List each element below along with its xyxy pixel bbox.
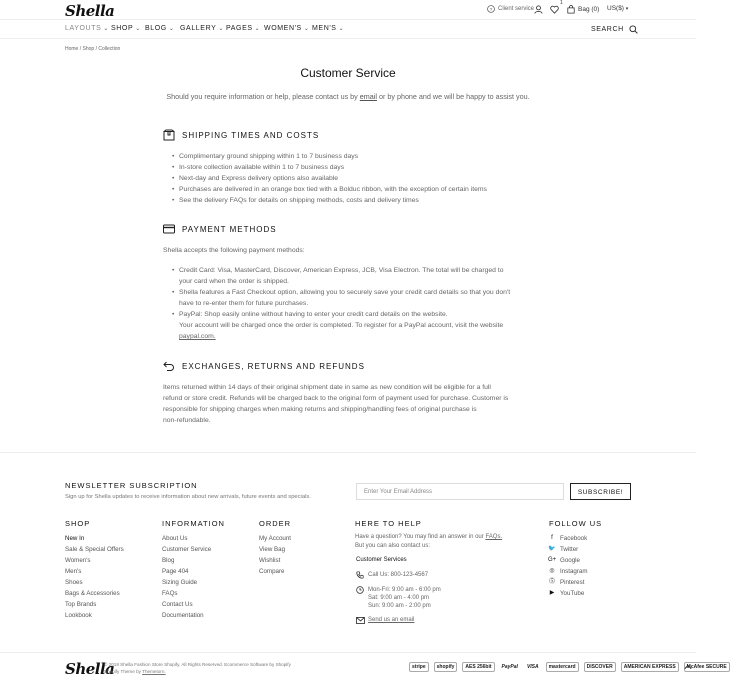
social-label: Twitter xyxy=(560,546,579,553)
page-intro xyxy=(0,92,696,101)
top-bar xyxy=(0,0,696,20)
wishlist-count-badge: 1 xyxy=(560,0,563,6)
footer-link[interactable]: Top Brands xyxy=(65,601,97,608)
payment-item2-line2: have to re-enter them for future purchases. xyxy=(179,300,309,307)
instagram-icon: ◎ xyxy=(549,568,555,574)
credit-card-icon xyxy=(163,224,175,234)
exchanges-line: Items returned within 14 days of their original shipment date in same as new condition will be eligible for a full xyxy=(163,384,491,391)
list-item xyxy=(179,309,510,342)
chevron-down-icon: ⌄ xyxy=(135,26,141,32)
payment-item3-line1: PayPal: Shop easily online without having to enter your credit card details on the website. xyxy=(179,311,448,318)
chevron-down-icon: ⌄ xyxy=(168,26,175,32)
footer-help-text xyxy=(355,533,520,550)
bottom-bar xyxy=(0,652,727,682)
list-item: • Complimentary ground shipping within 1 to 7 business days xyxy=(179,151,487,162)
amex-badge: AMERICAN EXPRESS xyxy=(621,662,679,672)
client-service-link[interactable] xyxy=(487,5,534,13)
nav-label: WOMEN'S xyxy=(264,25,302,32)
social-pinterest[interactable] xyxy=(548,577,588,588)
list-item: • Next-day and Express delivery options also available xyxy=(179,173,487,184)
nav-item-shop[interactable] xyxy=(111,25,141,32)
intro-text-a: Should you require information or help, please contact us by xyxy=(166,92,358,101)
facebook-icon: f xyxy=(551,535,553,541)
nav-item-gallery[interactable] xyxy=(180,25,224,32)
google-plus-icon: G+ xyxy=(548,557,557,563)
nav-label: GALLERY xyxy=(180,25,217,32)
visa-badge: VISA xyxy=(526,664,539,670)
chevron-down-icon: ⌄ xyxy=(103,26,109,32)
list-item xyxy=(179,287,510,309)
footer-link[interactable]: FAQs xyxy=(162,590,178,597)
nav-label: SHOP xyxy=(111,25,134,32)
exchanges-line: non-refundable. xyxy=(163,417,211,424)
exchanges-heading xyxy=(163,360,365,372)
nav-item-blog[interactable] xyxy=(145,25,175,32)
list-item xyxy=(179,265,510,287)
social-label: Instagram xyxy=(560,568,588,575)
nav-item-womens[interactable] xyxy=(264,25,309,32)
paypal-link[interactable]: paypal.com. xyxy=(179,333,216,340)
footer-link[interactable]: Women's xyxy=(65,557,91,564)
chevron-down-icon: ⌄ xyxy=(338,26,345,32)
mastercard-badge: mastercard xyxy=(546,662,579,672)
social-google[interactable] xyxy=(548,555,588,566)
social-youtube[interactable] xyxy=(548,588,588,599)
svg-text:?: ? xyxy=(489,7,493,13)
footer-link[interactable]: Lookbook xyxy=(65,612,92,619)
nav-label: MEN'S xyxy=(312,25,337,32)
footer-follow-list xyxy=(548,533,588,599)
client-service-label: Client service xyxy=(498,6,535,12)
theme-text: Shopify Theme by xyxy=(104,669,141,674)
newsletter-subtitle: Sign up for Shella updates to receive information about new arrivals, future events and specials. xyxy=(65,494,311,500)
account-icon[interactable] xyxy=(534,5,543,14)
footer-link[interactable]: Shoes xyxy=(65,579,83,586)
payment-item1-line2: your card when the order is shipped. xyxy=(179,278,289,285)
chevron-down-icon: ▾ xyxy=(625,6,629,12)
social-label: Google xyxy=(560,557,580,564)
nav-label: BLOG xyxy=(145,25,167,32)
footer-follow-title: FOLLOW US xyxy=(549,519,603,528)
nav-label: LAYOUTS xyxy=(65,25,102,32)
footer-link[interactable]: Page 404 xyxy=(162,568,189,575)
help-text-b: But you can also contact us: xyxy=(355,542,431,549)
footer-logo[interactable]: Shella xyxy=(65,660,115,678)
footer-link[interactable]: Wishlist xyxy=(259,557,281,564)
footer-link[interactable]: Compare xyxy=(259,568,285,575)
footer-order-list xyxy=(259,533,291,577)
page-title: Customer Service xyxy=(300,66,396,80)
clock-icon xyxy=(356,586,364,594)
currency-label: US($) xyxy=(607,5,624,12)
search-label: SEARCH xyxy=(591,26,624,33)
copyright-text: © 2018 Shella Fashion Store Shopify. All Rights Reserved. Ecommerce Software by Shopify xyxy=(104,662,291,667)
chevron-down-icon: ⌄ xyxy=(218,26,225,32)
payment-item3-line2: Your account will be charged once the order is completed. To register for a PayPal account, visit the website xyxy=(179,322,504,329)
payment-list xyxy=(179,265,510,342)
shopping-bag-icon xyxy=(567,5,575,14)
exchanges-heading-label: EXCHANGES, RETURNS AND REFUNDS xyxy=(182,361,365,371)
return-arrow-icon xyxy=(163,360,175,372)
footer-shop-list xyxy=(65,533,124,621)
search-button[interactable] xyxy=(591,25,638,34)
social-instagram[interactable] xyxy=(548,566,588,577)
hours-line: Sun: 9:00 am - 2:00 pm xyxy=(368,603,431,609)
shopify-badge: shopify xyxy=(434,662,458,672)
box-icon xyxy=(163,129,175,141)
mail-icon xyxy=(356,617,365,624)
list-item: • Purchases are delivered in an orange box tied with a Bolduc ribbon, with the exception of certain items xyxy=(179,184,487,195)
breadcrumb: Home / Shop / Collection xyxy=(65,46,121,52)
newsletter-title: NEWSLETTER SUBSCRIPTION xyxy=(65,481,198,490)
footer-information-title: INFORMATION xyxy=(162,519,225,528)
footer-link[interactable]: Sizing Guide xyxy=(162,579,198,586)
faqs-link[interactable]: FAQs. xyxy=(485,534,503,540)
wishlist-heart-icon[interactable] xyxy=(550,5,559,14)
nav-item-mens[interactable] xyxy=(312,25,344,32)
social-label: Pinterest xyxy=(560,579,585,586)
shipping-heading xyxy=(163,129,319,141)
social-twitter[interactable] xyxy=(548,544,588,555)
bag-label: Bag (0) xyxy=(578,6,600,13)
footer-link[interactable]: About Us xyxy=(162,535,188,542)
customer-services-label: Customer Services xyxy=(356,557,407,563)
list-item: • In-store collection available within 1 to 7 business days xyxy=(179,162,487,173)
payment-intro: Shella accepts the following payment methods: xyxy=(163,247,305,254)
social-facebook[interactable] xyxy=(548,533,588,544)
chevron-down-icon: ⌄ xyxy=(254,26,261,32)
payment-heading-label: PAYMENT METHODS xyxy=(182,224,277,234)
social-label: Facebook xyxy=(560,535,588,542)
footer-link[interactable]: Sale & Special Offers xyxy=(65,546,124,553)
help-phone[interactable]: Call Us: 800-123-4567 xyxy=(368,572,429,578)
footer-link[interactable]: New In xyxy=(65,535,85,542)
bag-button[interactable] xyxy=(567,5,599,14)
nav-label: PAGES xyxy=(226,25,253,32)
help-text-a: Have a question? You may find an answer in our xyxy=(355,534,484,540)
payment-heading xyxy=(163,224,277,234)
stripe-badge: stripe xyxy=(409,662,429,672)
shipping-heading-label: SHIPPING TIMES AND COSTS xyxy=(182,130,320,140)
aes-badge: AES 256bit xyxy=(462,662,494,672)
newsletter-email-input[interactable]: Enter Your Email Address xyxy=(356,483,564,500)
footer-link[interactable]: Customer Service xyxy=(162,546,212,553)
exchanges-text xyxy=(163,382,535,426)
breadcrumb-current: Collection xyxy=(98,46,121,52)
footer-link[interactable]: View Bag xyxy=(259,546,286,553)
copyright xyxy=(104,661,319,675)
social-label: YouTube xyxy=(560,590,585,597)
list-item: • See the delivery FAQs for details on shipping methods, costs and delivery times xyxy=(179,195,487,206)
shipping-list xyxy=(179,151,487,206)
footer-help-title: HERE TO HELP xyxy=(355,519,422,528)
back-to-top-icon[interactable] xyxy=(684,663,692,671)
discover-badge: DISCOVER xyxy=(584,662,616,672)
search-icon xyxy=(629,25,638,34)
footer-link[interactable]: Contact Us xyxy=(162,601,193,608)
youtube-icon: ▶ xyxy=(549,590,555,596)
footer-information-list xyxy=(162,533,211,621)
send-email-link[interactable]: Send us an email xyxy=(368,617,415,623)
intro-text-b: or by phone and we will be happy to assist you. xyxy=(378,92,530,101)
footer-link[interactable]: My Account xyxy=(259,535,291,542)
payment-item2-line1: Shella features a Fast Checkout option, allowing you to securely save your credit card details so that you don't xyxy=(179,289,511,296)
breadcrumb-home[interactable]: Home xyxy=(65,46,79,52)
footer-link[interactable]: Blog xyxy=(162,557,175,564)
footer-link[interactable]: Documentation xyxy=(162,612,204,619)
currency-selector[interactable] xyxy=(607,5,628,12)
footer xyxy=(0,452,696,652)
exchanges-line: responsible for shipping charges when making returns and shipping/handling fees of original purchase is xyxy=(163,406,477,413)
breadcrumb-shop[interactable]: Shop xyxy=(82,46,95,52)
nav-item-layouts[interactable] xyxy=(65,25,109,32)
nav-item-pages[interactable] xyxy=(226,25,260,32)
twitter-icon: 🐦 xyxy=(548,546,556,552)
brand-logo[interactable]: Shella xyxy=(65,2,115,20)
payment-item1-line1: Credit Card: Visa, MasterCard, Discover, American Express, JCB, Visa Electron. The total will be charged to xyxy=(179,267,504,274)
exchanges-line: refund or store credit. Refunds will be charged back to the original form of payment used for purchase. Customer is xyxy=(163,395,509,402)
hours-line: Sat: 9:00 am - 4:00 pm xyxy=(368,595,430,601)
footer-shop-title: SHOP xyxy=(65,519,91,528)
phone-icon xyxy=(356,571,364,579)
chevron-down-icon: ⌄ xyxy=(303,26,310,32)
footer-link[interactable]: Men's xyxy=(65,568,82,575)
mcafee-badge: McAfee SECURE xyxy=(684,662,730,672)
subscribe-button[interactable]: SUBSCRIBE! xyxy=(570,483,631,500)
main-nav xyxy=(0,20,696,39)
themetorn-link[interactable]: Themetorn. xyxy=(142,669,166,674)
help-hours xyxy=(368,586,441,610)
help-circle-icon xyxy=(487,5,495,13)
paypal-badge: PayPal xyxy=(501,664,518,670)
pinterest-icon: ⓹ xyxy=(548,579,555,585)
hours-line: Mon-Fri: 9:00 am - 6:00 pm xyxy=(368,587,441,593)
footer-link[interactable]: Bags & Accessories xyxy=(65,590,120,597)
footer-order-title: ORDER xyxy=(259,519,292,528)
email-link[interactable]: email xyxy=(359,92,377,101)
